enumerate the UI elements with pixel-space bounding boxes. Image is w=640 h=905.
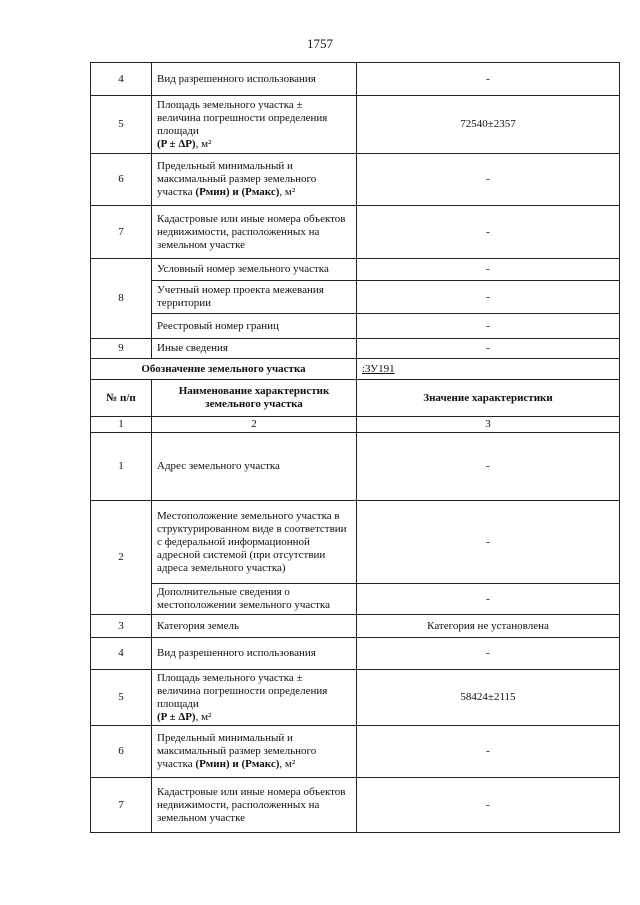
characteristic-name bbox=[152, 670, 357, 726]
characteristic-value: - bbox=[357, 638, 620, 670]
name-line: максимальный размер земельного bbox=[157, 745, 317, 757]
table-row bbox=[91, 96, 620, 154]
column-index: 2 bbox=[152, 417, 357, 433]
name-line: величина погрешности определения bbox=[157, 111, 328, 124]
table-row bbox=[91, 259, 620, 281]
plot-designation-row bbox=[91, 359, 620, 380]
characteristic-name: Условный номер земельного участка bbox=[152, 259, 357, 281]
row-number: 5 bbox=[91, 96, 152, 154]
table-row bbox=[91, 314, 620, 339]
table-row bbox=[91, 63, 620, 96]
characteristic-value: - bbox=[357, 778, 620, 833]
name-line: максимальный размер земельного bbox=[157, 173, 317, 185]
row-number: 5 bbox=[91, 670, 152, 726]
name-line: площади bbox=[157, 697, 199, 710]
row-number: 3 bbox=[91, 615, 152, 638]
name-line: величина погрешности определения bbox=[157, 684, 328, 697]
characteristic-value: - bbox=[357, 501, 620, 584]
table-row bbox=[91, 670, 620, 726]
page-number: 1757 bbox=[307, 36, 333, 51]
table-row bbox=[91, 501, 620, 584]
characteristic-value: - bbox=[357, 339, 620, 359]
name-prefix: участка bbox=[157, 758, 196, 770]
row-number: 6 bbox=[91, 726, 152, 778]
plot-designation-code: :ЗУ191 bbox=[357, 359, 620, 380]
characteristic-name: Вид разрешенного использования bbox=[152, 638, 357, 670]
name-line: Предельный минимальный и bbox=[157, 732, 293, 744]
conjunction: и bbox=[229, 758, 242, 770]
unit: , м² bbox=[279, 186, 296, 198]
formula-max: (Pмакс) bbox=[241, 186, 280, 198]
conjunction: и bbox=[229, 186, 242, 198]
characteristic-name bbox=[152, 726, 357, 778]
land-plot-table bbox=[90, 62, 620, 833]
characteristic-value: - bbox=[357, 259, 620, 281]
characteristic-value: Категория не установлена bbox=[357, 615, 620, 638]
characteristic-name: Категория земель bbox=[152, 615, 357, 638]
formula-min: (Pмин) bbox=[195, 758, 230, 770]
column-index: 3 bbox=[357, 417, 620, 433]
name-prefix: участка bbox=[157, 186, 196, 198]
characteristic-value: - bbox=[357, 154, 620, 206]
formula: (P ± ΔP) bbox=[157, 710, 196, 723]
row-number: 6 bbox=[91, 154, 152, 206]
characteristic-value: - bbox=[357, 63, 620, 96]
characteristic-name: Дополнительные сведения о местоположении земельного участка bbox=[152, 584, 357, 615]
characteristic-name: Учетный номер проекта межевания территории bbox=[152, 281, 357, 314]
characteristic-value: 58424±2115 bbox=[357, 670, 620, 726]
unit: , м² bbox=[279, 758, 296, 770]
table-row bbox=[91, 726, 620, 778]
characteristic-name: Кадастровые или иные номера объектов недвижимости, расположенных на земельном участке bbox=[152, 778, 357, 833]
unit: , м² bbox=[195, 710, 212, 723]
name-line: Предельный минимальный и bbox=[157, 160, 293, 172]
characteristic-value: 72540±2357 bbox=[357, 96, 620, 154]
characteristic-name bbox=[152, 96, 357, 154]
formula-min: (Pмин) bbox=[195, 186, 230, 198]
characteristic-value: - bbox=[357, 206, 620, 259]
table-row bbox=[91, 281, 620, 314]
characteristic-value: - bbox=[357, 726, 620, 778]
name-line: площади bbox=[157, 124, 199, 137]
characteristic-name: Кадастровые или иные номера объектов недвижимости, расположенных на земельном участке bbox=[152, 206, 357, 259]
table-row bbox=[91, 154, 620, 206]
characteristic-value: - bbox=[357, 584, 620, 615]
characteristic-value: - bbox=[357, 433, 620, 501]
table-row bbox=[91, 206, 620, 259]
table-row bbox=[91, 638, 620, 670]
column-index: 1 bbox=[91, 417, 152, 433]
characteristic-value: - bbox=[357, 314, 620, 339]
header-row bbox=[91, 380, 620, 417]
row-number: 7 bbox=[91, 206, 152, 259]
characteristic-name: Реестровый номер границ bbox=[152, 314, 357, 339]
characteristic-value: - bbox=[357, 281, 620, 314]
plot-designation-label: Обозначение земельного участка bbox=[91, 359, 357, 380]
column-header-value: Значение характеристики bbox=[357, 380, 620, 417]
table-row bbox=[91, 433, 620, 501]
row-number: 2 bbox=[91, 501, 152, 615]
table-row bbox=[91, 584, 620, 615]
row-number: 1 bbox=[91, 433, 152, 501]
characteristic-name: Местоположение земельного участка в структурированном виде в соответствии с федеральной информационной адресной системой (при отсутствии адреса земельного участка) bbox=[152, 501, 357, 584]
unit: , м² bbox=[195, 137, 212, 150]
characteristic-name: Вид разрешенного использования bbox=[152, 63, 357, 96]
column-header-name: Наименование характеристик земельного участка bbox=[152, 380, 357, 417]
characteristic-name bbox=[152, 154, 357, 206]
characteristic-name: Иные сведения bbox=[152, 339, 357, 359]
row-number: 9 bbox=[91, 339, 152, 359]
row-number: 4 bbox=[91, 63, 152, 96]
row-number: 8 bbox=[91, 259, 152, 339]
column-header-number: № п/п bbox=[91, 380, 152, 417]
column-index-row bbox=[91, 417, 620, 433]
name-line: Площадь земельного участка ± bbox=[157, 98, 303, 111]
table-row bbox=[91, 778, 620, 833]
characteristic-name: Адрес земельного участка bbox=[152, 433, 357, 501]
formula-max: (Pмакс) bbox=[241, 758, 280, 770]
row-number: 4 bbox=[91, 638, 152, 670]
table-row bbox=[91, 615, 620, 638]
formula: (P ± ΔP) bbox=[157, 137, 196, 150]
name-line: Площадь земельного участка ± bbox=[157, 671, 303, 684]
row-number: 7 bbox=[91, 778, 152, 833]
table-row bbox=[91, 339, 620, 359]
